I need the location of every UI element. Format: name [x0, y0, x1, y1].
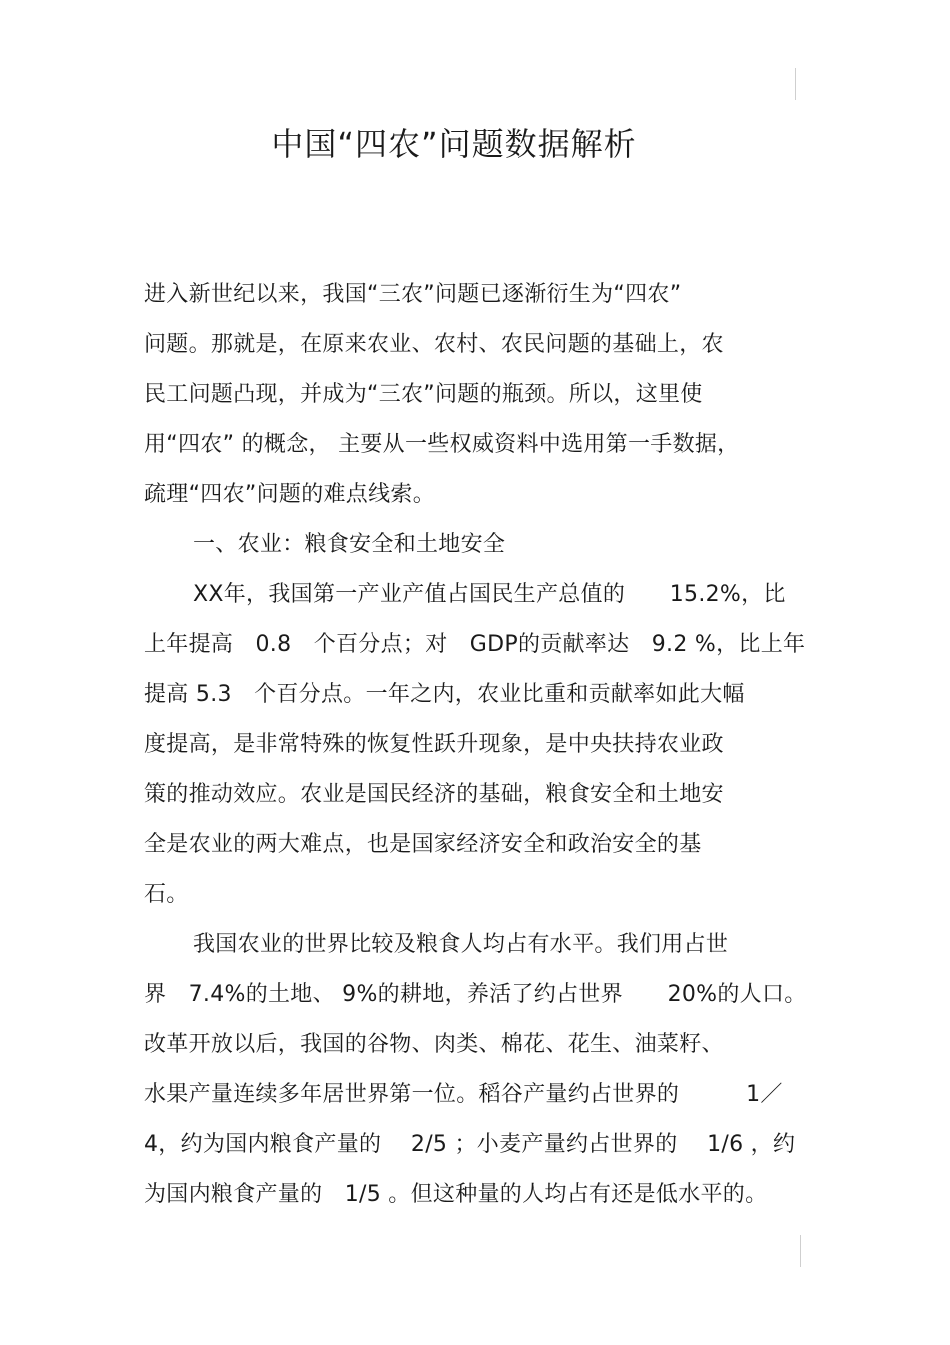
paragraph-line: 上年提高 0.8 个百分点；对 GDP的贡献率达 9.2 %，比上年: [144, 632, 806, 657]
paragraph-line: 问题。那就是，在原来农业、农村、农民问题的基础上，农: [144, 332, 724, 357]
paragraph-line: 石。: [144, 882, 189, 907]
document-title: 中国“四农”问题数据解析: [271, 125, 637, 163]
paragraph-line: 水果产量连续多年居世界第一位。稻谷产量约占世界的 1／: [144, 1082, 783, 1107]
paragraph-line: 为国内粮食产量的 1/5 。但这种量的人均占有还是低水平的。: [144, 1182, 768, 1207]
crop-mark-top: [795, 68, 796, 100]
paragraph-line: 进入新世纪以来，我国“三农”问题已逐渐衍生为“四农”: [144, 282, 682, 307]
paragraph-line: 民工问题凸现，并成为“三农”问题的瓶颈。所以，这里使: [144, 382, 703, 407]
paragraph-line: 全是农业的两大难点，也是国家经济安全和政治安全的基: [144, 832, 702, 857]
paragraph-line: 策的推动效应。农业是国民经济的基础，粮食安全和土地安: [144, 782, 724, 807]
paragraph-line: 我国农业的世界比较及粮食人均占有水平。我们用占世: [193, 932, 729, 957]
paragraph-line: 界 7.4%的土地、 9%的耕地，养活了约占世界 20%的人口。: [144, 982, 807, 1007]
paragraph-line: 改革开放以后，我国的谷物、肉类、棉花、花生、油菜籽、: [144, 1032, 724, 1057]
paragraph-line: XX年，我国第一产业产值占国民生产总值的 15.2%，比: [193, 582, 786, 607]
crop-mark-bottom: [800, 1235, 801, 1267]
paragraph-line: 度提高，是非常特殊的恢复性跃升现象，是中央扶持农业政: [144, 732, 724, 757]
section-heading: 一、农业：粮食安全和土地安全: [193, 532, 506, 557]
document-body: [144, 270, 824, 1220]
paragraph-line: 疏理“四农”问题的难点线索。: [144, 482, 435, 507]
paragraph-line: 用“四农” 的概念， 主要从一些权威资料中选用第一手数据，: [144, 432, 740, 457]
paragraph-line: 4，约为国内粮食产量的 2/5 ；小麦产量约占世界的 1/6 ，约: [144, 1132, 796, 1157]
paragraph-line: 提高 5.3 个百分点。一年之内，农业比重和贡献率如此大幅: [144, 682, 745, 707]
